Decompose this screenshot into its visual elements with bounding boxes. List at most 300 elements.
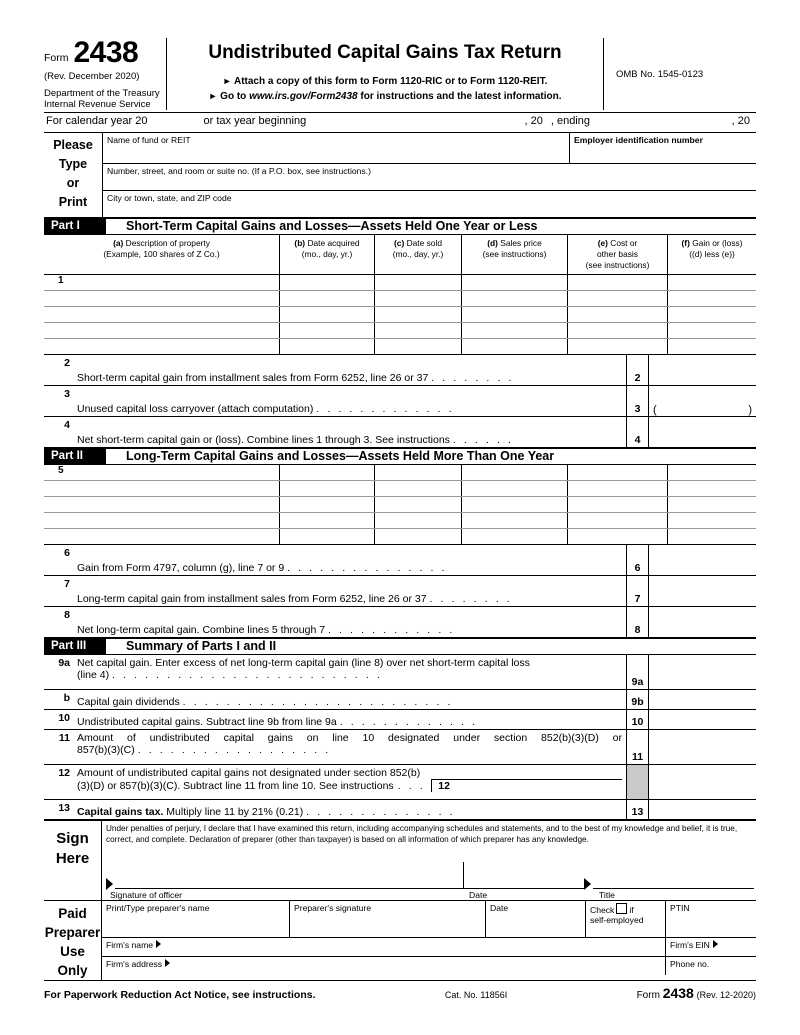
column-sub-b: (mo., day, yr.) bbox=[301, 249, 353, 260]
line-4-text-wrap bbox=[77, 417, 626, 447]
line-11-text-wrap bbox=[77, 730, 626, 764]
paid-preparer-fields bbox=[102, 901, 756, 981]
footer-form-identifier bbox=[637, 985, 756, 1001]
street-address-field[interactable] bbox=[103, 164, 756, 190]
paid-preparer-block bbox=[44, 901, 756, 982]
cell-b[interactable] bbox=[280, 529, 375, 544]
line-9b-description-row bbox=[77, 696, 626, 708]
cell-f[interactable] bbox=[668, 275, 756, 290]
line-13-amount-field[interactable] bbox=[648, 800, 756, 819]
line-4-amount-field[interactable] bbox=[648, 417, 756, 447]
cell-f[interactable] bbox=[668, 481, 756, 496]
masthead-center bbox=[167, 38, 604, 110]
column-header-f bbox=[668, 235, 756, 274]
issuing-agency bbox=[44, 88, 160, 110]
form-line-6 bbox=[44, 545, 756, 576]
tax-year-beginning-label: or tax year beginning bbox=[203, 115, 307, 128]
column-label-d: Sales price bbox=[500, 238, 542, 249]
street-address-label: Number, street, and room or suite no. (If a P.O. box, see instructions.) bbox=[107, 166, 371, 177]
cell-f[interactable] bbox=[668, 497, 756, 512]
form-line-9b bbox=[44, 690, 756, 710]
line-2-amount-field[interactable] bbox=[648, 355, 756, 385]
line-10-leader-dots: . . . . . . . . . . . . . bbox=[339, 716, 478, 729]
cell-e[interactable] bbox=[568, 529, 668, 544]
cell-d[interactable] bbox=[462, 465, 568, 480]
line-2-description-row bbox=[77, 372, 626, 384]
table-row bbox=[44, 323, 756, 339]
form-line-11 bbox=[44, 730, 756, 765]
line-10-box-label: 10 bbox=[626, 710, 648, 729]
line-12-box-label: 12 bbox=[431, 779, 456, 792]
column-label-f: Gain or (loss) bbox=[692, 238, 743, 249]
self-employed-checkbox-cell[interactable] bbox=[586, 901, 666, 937]
form-revision-date: (Rev. December 2020) bbox=[44, 71, 140, 82]
preparer-signature-label: Preparer's signature bbox=[294, 902, 372, 913]
right-triangle-icon-2: ► bbox=[208, 91, 218, 101]
form-line-3 bbox=[44, 386, 756, 417]
form-line-7 bbox=[44, 576, 756, 607]
line-9b-leader-dots: . . . . . . . . . . . . . . . . . . . . . . . . . bbox=[182, 696, 454, 709]
entity-fields bbox=[103, 133, 756, 217]
line-3-open-paren: ( bbox=[653, 404, 657, 417]
cell-f[interactable] bbox=[668, 529, 756, 544]
column-label-e: Cost or bbox=[610, 238, 638, 249]
cell-c[interactable] bbox=[375, 275, 462, 290]
signature-captions bbox=[106, 889, 754, 900]
line-9a-text-wrap bbox=[77, 655, 626, 689]
preparer-row-2 bbox=[102, 938, 756, 957]
line-12-text-wrap bbox=[77, 765, 626, 799]
part-2-tag: Part II bbox=[44, 449, 106, 464]
sign-here-block bbox=[44, 820, 756, 901]
cell-d[interactable] bbox=[462, 481, 568, 496]
part-2-entry-grid bbox=[44, 465, 756, 545]
cell-c[interactable] bbox=[375, 513, 462, 528]
column-sub-a: (Example, 100 shares of Z Co.) bbox=[103, 249, 220, 260]
cell-a[interactable] bbox=[44, 481, 280, 496]
column-header-e bbox=[568, 235, 668, 274]
line-7-amount-field[interactable] bbox=[648, 576, 756, 606]
fund-name-label: Name of fund or REIT bbox=[107, 135, 191, 146]
ptin-field[interactable] bbox=[666, 901, 756, 937]
cell-f[interactable] bbox=[668, 291, 756, 306]
irs-url-link[interactable]: www.irs.gov/Form2438 bbox=[249, 91, 358, 102]
preparer-date-field[interactable] bbox=[486, 901, 586, 937]
line-2-number: 2 bbox=[64, 357, 70, 370]
cell-c[interactable] bbox=[375, 339, 462, 354]
line-3-description: Unused capital loss carryover (attach computation) bbox=[77, 403, 314, 416]
instruction-bullet-goto bbox=[175, 89, 595, 104]
line-7-number: 7 bbox=[64, 578, 70, 591]
line-6-box-label: 6 bbox=[626, 545, 648, 575]
column-key-b: (b) bbox=[294, 238, 306, 249]
cell-d[interactable] bbox=[462, 513, 568, 528]
line-11-amount-field[interactable] bbox=[648, 730, 756, 764]
signature-row bbox=[106, 862, 754, 889]
cell-f[interactable] bbox=[668, 465, 756, 480]
line-3-number: 3 bbox=[64, 388, 70, 401]
sign-here-label bbox=[44, 821, 102, 900]
table-row bbox=[44, 307, 756, 323]
form-title: Undistributed Capital Gains Tax Return bbox=[208, 42, 562, 63]
city-state-zip-field[interactable] bbox=[103, 191, 756, 217]
line-8-description: Net long-term capital gain. Combine lines 5 through 7 bbox=[77, 624, 326, 637]
column-key-a: (a) bbox=[113, 238, 124, 249]
footer-form-number: 2438 bbox=[662, 985, 694, 1002]
form-line-12 bbox=[44, 765, 756, 800]
cell-f[interactable] bbox=[668, 339, 756, 354]
preparer-name-field[interactable] bbox=[102, 901, 290, 937]
ein-field[interactable] bbox=[570, 133, 756, 163]
check-label-suffix: if bbox=[629, 904, 634, 915]
form-line-13 bbox=[44, 800, 756, 820]
line-2-leader-dots: . . . . . . . . bbox=[431, 372, 515, 385]
paid-label-line-1: Paid bbox=[58, 905, 87, 921]
column-label-b: Date acquired bbox=[307, 238, 360, 249]
caption-signature-of-officer: Signature of officer bbox=[110, 889, 182, 900]
department-line-2: Internal Revenue Service bbox=[44, 99, 151, 111]
cell-d[interactable] bbox=[462, 291, 568, 306]
preparer-name-label: Print/Type preparer's name bbox=[106, 902, 210, 913]
line-8-box-label: 8 bbox=[626, 607, 648, 637]
line-3-description-row bbox=[77, 403, 626, 415]
cell-b[interactable] bbox=[280, 339, 375, 354]
line-10-description: Undistributed capital gains. Subtract line 9b from line 9a bbox=[77, 716, 337, 729]
column-key-c: (c) bbox=[394, 238, 405, 249]
check-label-prefix: Check bbox=[590, 904, 615, 915]
line-12-description-2: (3)(D) or 857(b)(3)(C). Subtract line 11 from line 10. See instructions bbox=[77, 780, 394, 793]
line-10-amount-field[interactable] bbox=[648, 710, 756, 729]
fund-name-field[interactable] bbox=[103, 133, 570, 163]
cell-d[interactable] bbox=[462, 339, 568, 354]
cell-b[interactable] bbox=[280, 497, 375, 512]
line-3-amount-field[interactable] bbox=[648, 386, 756, 416]
line-11-number: 11 bbox=[58, 732, 70, 745]
print-label: Print bbox=[58, 194, 88, 209]
line-9a-box-label: 9a bbox=[626, 655, 648, 689]
part-1-title: Short-Term Capital Gains and Losses—Assets Held One Year or Less bbox=[126, 219, 538, 234]
cell-e[interactable] bbox=[568, 275, 668, 290]
cell-c[interactable] bbox=[375, 323, 462, 338]
table-row bbox=[44, 481, 756, 497]
firm-ein-field[interactable] bbox=[666, 938, 756, 956]
line-3-text-wrap bbox=[77, 386, 626, 416]
line-6-description: Gain from Form 4797, column (g), line 7 or 9 bbox=[77, 562, 285, 575]
table-row bbox=[44, 497, 756, 513]
line-9a-description-2: (line 4) bbox=[77, 669, 110, 682]
caption-title: Title bbox=[599, 889, 615, 900]
line-13-description-row bbox=[77, 806, 626, 818]
line-13-text-wrap bbox=[77, 800, 626, 819]
line-12-amount-field[interactable] bbox=[456, 779, 622, 792]
line-2-box-label: 2 bbox=[626, 355, 648, 385]
column-sub2-e: other basis bbox=[597, 249, 638, 260]
cell-b[interactable] bbox=[280, 465, 375, 480]
line-13-number: 13 bbox=[58, 802, 70, 815]
footer-form-word: Form bbox=[636, 990, 660, 1002]
tax-year-ending-label: , ending bbox=[550, 115, 590, 128]
form-line-8 bbox=[44, 607, 756, 638]
please-type-or-print-label bbox=[44, 133, 103, 217]
line-12-leader-dots: . . . bbox=[397, 780, 426, 793]
phone-number-label: Phone no. bbox=[670, 958, 710, 969]
right-triangle-icon: ► bbox=[222, 76, 232, 86]
sign-here-body bbox=[102, 821, 756, 900]
line-7-description: Long-term capital gain from installment sales from Form 6252, line 26 or 37 bbox=[77, 593, 427, 606]
cell-c[interactable] bbox=[375, 497, 462, 512]
line-4-leader-dots: . . . . . . bbox=[452, 434, 514, 447]
cell-a[interactable] bbox=[44, 323, 280, 338]
officer-date-field[interactable] bbox=[463, 862, 584, 889]
line-12-number: 12 bbox=[58, 767, 70, 780]
part-3-header bbox=[44, 638, 756, 655]
line-7-leader-dots: . . . . . . . . bbox=[429, 593, 513, 606]
firm-name-field[interactable] bbox=[102, 938, 666, 956]
line-10-text-wrap bbox=[77, 710, 626, 729]
part-1-column-headers bbox=[44, 235, 756, 275]
cell-c[interactable] bbox=[375, 307, 462, 322]
cell-d[interactable] bbox=[462, 497, 568, 512]
line-8-description-row bbox=[77, 624, 626, 636]
part-3-title: Summary of Parts I and II bbox=[126, 639, 277, 654]
column-header-b bbox=[280, 235, 375, 274]
or-label: or bbox=[66, 175, 80, 190]
line-9b-number: b bbox=[63, 692, 70, 705]
line-9b-description: Capital gain dividends bbox=[77, 696, 180, 709]
cell-b[interactable] bbox=[280, 323, 375, 338]
line-3-box-label: 3 bbox=[626, 386, 648, 416]
part-1-header bbox=[44, 218, 756, 235]
cell-b[interactable] bbox=[280, 275, 375, 290]
caption-date: Date bbox=[469, 889, 488, 900]
cell-a[interactable] bbox=[44, 291, 280, 306]
line-6-description-row bbox=[77, 562, 626, 574]
calendar-year-label: For calendar year 20 bbox=[46, 115, 148, 128]
line-7-text-wrap bbox=[77, 576, 626, 606]
column-label-c: Date sold bbox=[406, 238, 442, 249]
table-row bbox=[44, 275, 756, 291]
table-row bbox=[44, 339, 756, 354]
tax-year-ending-value[interactable]: , 20 bbox=[731, 115, 750, 128]
line-6-amount-field[interactable] bbox=[648, 545, 756, 575]
line-9b-amount-field[interactable] bbox=[648, 690, 756, 709]
cell-a[interactable] bbox=[44, 513, 280, 528]
column-sub-e: (see instructions) bbox=[585, 260, 650, 271]
cell-f[interactable] bbox=[668, 513, 756, 528]
line-11-description-row-2 bbox=[77, 744, 622, 756]
entity-information-block bbox=[44, 133, 756, 218]
preparer-date-label: Date bbox=[490, 902, 509, 913]
table-row bbox=[44, 513, 756, 529]
cell-e[interactable] bbox=[568, 323, 668, 338]
paid-label-line-2: Preparer bbox=[44, 924, 101, 940]
instruction-goto-prefix: Go to bbox=[220, 91, 247, 102]
preparer-row-1 bbox=[102, 901, 756, 938]
line-10-number: 10 bbox=[58, 712, 70, 725]
cell-b[interactable] bbox=[280, 291, 375, 306]
ein-label: Employer identification number bbox=[574, 135, 703, 146]
sign-label-line-1: Sign bbox=[56, 830, 89, 848]
line-6-text-wrap bbox=[77, 545, 626, 575]
self-employed-label: self-employed bbox=[590, 914, 644, 925]
city-state-zip-label: City or town, state, and ZIP code bbox=[107, 193, 232, 204]
cell-b[interactable] bbox=[280, 513, 375, 528]
line-11-leader-dots: . . . . . . . . . . . . . . . . . . bbox=[137, 744, 331, 757]
line-13-box-label: 13 bbox=[626, 800, 648, 819]
instruction-goto-suffix: for instructions and the latest information. bbox=[360, 91, 562, 102]
phone-number-field[interactable] bbox=[666, 957, 756, 975]
cell-e[interactable] bbox=[568, 291, 668, 306]
cell-a[interactable] bbox=[44, 307, 280, 322]
line-13-description: Multiply line 11 by 21% (0.21) bbox=[166, 806, 304, 819]
line-5-number: 5 bbox=[44, 465, 280, 480]
preparer-row-3 bbox=[102, 957, 756, 975]
cell-f[interactable] bbox=[668, 307, 756, 322]
form-footer bbox=[44, 981, 756, 1001]
line-4-description-row bbox=[77, 434, 626, 446]
cell-c[interactable] bbox=[375, 529, 462, 544]
footer-form-revision: (Rev. 12-2020) bbox=[696, 990, 756, 1001]
sign-label-line-2: Here bbox=[55, 850, 90, 868]
column-key-e: (e) bbox=[597, 238, 608, 249]
firm-name-arrow-icon bbox=[156, 940, 161, 948]
department-line-1: Department of the Treasury bbox=[44, 88, 160, 99]
tax-year-beginning-value[interactable]: , 20 bbox=[524, 115, 543, 128]
cell-e[interactable] bbox=[568, 497, 668, 512]
form-line-4 bbox=[44, 417, 756, 448]
part-1-entry-grid bbox=[44, 275, 756, 355]
firm-name-label: Firm's name bbox=[106, 939, 154, 950]
line-2-text-wrap bbox=[77, 355, 626, 385]
paid-label-line-3: Use Only bbox=[57, 943, 88, 978]
form-instruction-bullets bbox=[175, 74, 595, 104]
line-9a-description-row-2 bbox=[77, 669, 622, 681]
line-1-number: 1 bbox=[44, 275, 280, 290]
line-8-text-wrap bbox=[77, 607, 626, 637]
line-11-description-2: 857(b)(3)(C) bbox=[77, 744, 135, 757]
firm-ein-label: Firm's EIN bbox=[670, 939, 710, 950]
line-4-description: Net short-term capital gain or (loss). Combine lines 1 through 3. See instructions bbox=[77, 434, 450, 447]
cell-e[interactable] bbox=[568, 481, 668, 496]
omb-number: OMB No. 1545-0123 bbox=[616, 68, 704, 80]
masthead-left bbox=[44, 38, 167, 110]
part-1-tag: Part I bbox=[44, 219, 106, 234]
line-12-description-1: Amount of undistributed capital gains not designated under section 852(b) bbox=[77, 767, 421, 780]
cell-b[interactable] bbox=[280, 307, 375, 322]
instruction-bullet-attach bbox=[175, 74, 595, 89]
cell-d[interactable] bbox=[462, 529, 568, 544]
line-12-shaded-cell bbox=[626, 765, 648, 799]
form-line-2 bbox=[44, 355, 756, 386]
firm-ein-arrow-icon bbox=[713, 940, 718, 948]
firm-address-arrow-icon bbox=[165, 959, 170, 967]
officer-title-field[interactable] bbox=[593, 888, 754, 889]
column-sub-d: (see instructions) bbox=[482, 249, 547, 260]
cell-d[interactable] bbox=[462, 275, 568, 290]
irs-form-2438 bbox=[44, 38, 756, 1001]
line-6-leader-dots: . . . . . . . . . . . . . . . bbox=[287, 562, 448, 575]
part-2-header bbox=[44, 448, 756, 465]
line-13-description-bold: Capital gains tax. bbox=[77, 806, 164, 819]
line-9b-text-wrap bbox=[77, 690, 626, 709]
column-label-a: Description of property bbox=[125, 238, 210, 249]
perjury-statement: Under penalties of perjury, I declare that I have examined this return, including accompanying schedules and statements, and to the best of my knowledge and belief, it is true, correct, and complete. Declaration of preparer (other than taxpayer) is based on all information of which preparer has any knowledge. bbox=[106, 824, 738, 844]
table-row bbox=[44, 291, 756, 307]
cell-b[interactable] bbox=[280, 481, 375, 496]
type-label: Type bbox=[58, 157, 88, 172]
form-number: 2438 bbox=[73, 36, 139, 69]
line-12-right-blank bbox=[648, 765, 756, 799]
entity-row-name-ein bbox=[103, 133, 756, 164]
cell-d[interactable] bbox=[462, 307, 568, 322]
masthead-right bbox=[604, 38, 756, 110]
line-7-box-label: 7 bbox=[626, 576, 648, 606]
officer-signature-field[interactable] bbox=[115, 888, 463, 889]
line-8-leader-dots: . . . . . . . . . . . . bbox=[327, 624, 455, 637]
entity-row-address bbox=[103, 164, 756, 191]
cell-e[interactable] bbox=[568, 339, 668, 354]
paid-preparer-label bbox=[44, 901, 102, 981]
part-2-title: Long-Term Capital Gains and Losses—Assets Held More Than One Year bbox=[126, 449, 555, 464]
table-row bbox=[44, 465, 756, 481]
column-sub-f: ((d) less (e)) bbox=[689, 249, 735, 260]
column-sub-c: (mo., day, yr.) bbox=[392, 249, 444, 260]
line-11-box-label: 11 bbox=[626, 730, 648, 764]
preparer-signature-field[interactable] bbox=[290, 901, 486, 937]
instruction-attach-text: Attach a copy of this form to Form 1120-RIC or to Form 1120-REIT. bbox=[233, 76, 548, 87]
line-11-description-1: Amount of undistributed capital gains on line 10 designated under section 852(b)(3)(D) or bbox=[77, 732, 622, 745]
cell-f[interactable] bbox=[668, 323, 756, 338]
cell-c[interactable] bbox=[375, 465, 462, 480]
line-2-description: Short-term capital gain from installment sales from Form 6252, line 26 or 37 bbox=[77, 372, 429, 385]
cell-a[interactable] bbox=[44, 339, 280, 354]
tax-year-bar bbox=[44, 113, 756, 133]
firm-address-field[interactable] bbox=[102, 957, 666, 975]
line-9a-leader-dots: . . . . . . . . . . . . . . . . . . . . . . . . . bbox=[112, 669, 383, 682]
cell-e[interactable] bbox=[568, 513, 668, 528]
line-9b-box-label: 9b bbox=[626, 690, 648, 709]
cell-a[interactable] bbox=[44, 497, 280, 512]
line-9a-number: 9a bbox=[58, 657, 70, 670]
line-4-box-label: 4 bbox=[626, 417, 648, 447]
paperwork-reduction-notice: For Paperwork Reduction Act Notice, see instructions. bbox=[44, 989, 316, 1002]
line-8-amount-field[interactable] bbox=[648, 607, 756, 637]
entity-row-city bbox=[103, 191, 756, 217]
column-key-d: (d) bbox=[487, 238, 498, 249]
cell-e[interactable] bbox=[568, 465, 668, 480]
cell-e[interactable] bbox=[568, 307, 668, 322]
cell-a[interactable] bbox=[44, 529, 280, 544]
cell-c[interactable] bbox=[375, 481, 462, 496]
column-key-f: (f) bbox=[681, 238, 690, 249]
form-identifier bbox=[44, 38, 160, 68]
self-employed-checkbox[interactable] bbox=[616, 903, 627, 914]
line-4-number: 4 bbox=[64, 419, 70, 432]
part-3-tag: Part III bbox=[44, 639, 106, 654]
form-line-9a bbox=[44, 655, 756, 690]
form-masthead bbox=[44, 38, 756, 113]
form-word-label: Form bbox=[44, 52, 69, 64]
catalog-number: Cat. No. 11856I bbox=[444, 990, 508, 1001]
cell-c[interactable] bbox=[375, 291, 462, 306]
line-3-leader-dots: . . . . . . . . . . . . . bbox=[316, 403, 455, 416]
line-9a-amount-field[interactable] bbox=[648, 655, 756, 689]
line-13-leader-dots: . . . . . . . . . . . . . . bbox=[306, 806, 456, 819]
please-label: Please bbox=[53, 138, 93, 153]
cell-d[interactable] bbox=[462, 323, 568, 338]
firm-address-label: Firm's address bbox=[106, 958, 163, 969]
line-9a-description-1: Net capital gain. Enter excess of net long-term capital gain (line 8) over net short-term capital loss bbox=[77, 657, 530, 670]
